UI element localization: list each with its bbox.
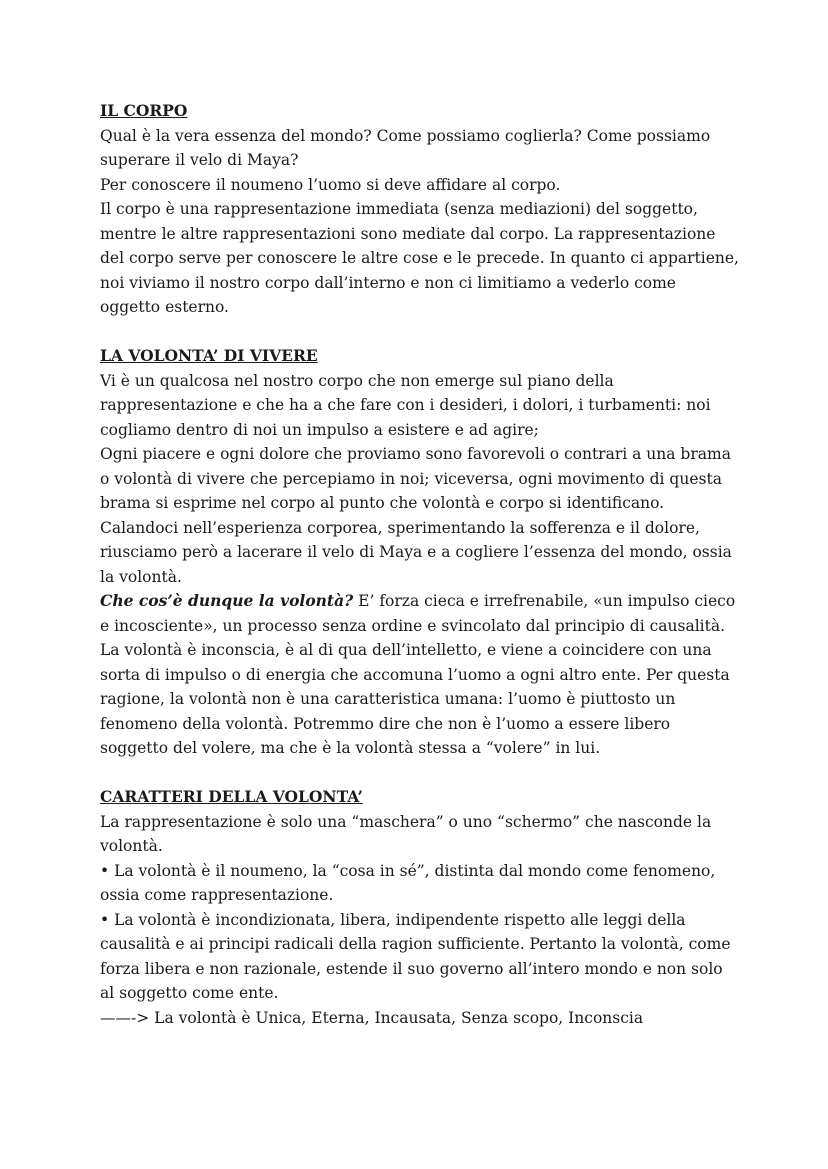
bullet-item: • La volontà è il noumeno, la “cosa in sé”, distinta dal mondo come fenomeno, ossia come rappresentazione.: [100, 861, 716, 904]
paragraph: Per conoscere il noumeno l’uomo si deve affidare al corpo.: [100, 175, 561, 194]
section-caratteri-volonta: [100, 785, 740, 1030]
paragraph: La rappresentazione è solo una “maschera” o uno “schermo” che nasconde la volontà.: [100, 812, 712, 855]
question-lead: Che cos’è dunque la volontà?: [100, 591, 354, 610]
bullet-item: • La volontà è incondizionata, libera, indipendente rispetto alle leggi della causalità e ai principi radicali della ragion sufficiente. Pertanto la volontà, come forza libera e non razionale, estende il suo governo all’intero mondo e non solo al soggetto come ente.: [100, 910, 731, 1002]
paragraph: Il corpo è una rappresentazione immediata (senza mediazioni) del soggetto, mentre le altre rappresentazioni sono mediate dal corpo. La rappresentazione del corpo serve per conoscere le altre cose e le precede. In quanto ci appartiene, noi viviamo il nostro corpo dall’interno e non ci limitiamo a vederlo come oggetto esterno.: [100, 200, 739, 316]
paragraph: Ogni piacere e ogni dolore che proviamo sono favorevoli o contrari a una brama o volontà di vivere che percepiamo in noi; viceversa, ogni movimento di questa brama si esprime nel corpo al punto che volontà e corpo si identificano. Calandoci nell’esperienza corporea, sperimentando la sofferenza e il dolore, riusciamo però a lacerare il velo di Maya e a cogliere l’essenza del mondo, ossia la volontà.: [100, 445, 732, 586]
paragraph: Qual è la vera essenza del mondo? Come possiamo coglierla? Come possiamo superare il velo di Maya?: [100, 126, 711, 169]
document-page: [100, 99, 740, 1055]
section-heading: CARATTERI DELLA VOLONTA’: [100, 787, 363, 806]
section-volonta-di-vivere: [100, 344, 740, 761]
question-paragraph: [100, 589, 740, 761]
section-heading: LA VOLONTA’ DI VIVERE: [100, 346, 318, 365]
paragraph: Vi è un qualcosa nel nostro corpo che non emerge sul piano della rappresentazione e che ha a che fare con i desideri, i dolori, i turbamenti: noi cogliamo dentro di noi un impulso a esistere e ad agire;: [100, 371, 711, 439]
section-heading: IL CORPO: [100, 101, 188, 120]
question-body: E’ forza cieca e irrefrenabile, «un impulso cieco e incosciente», un processo senza ordine e svincolato dal principio di causalità. La volontà è inconscia, è al di qua dell’intelletto, e viene a coincidere con una sorta di impulso o di energia che accomuna l’uomo a ogni altro ente. Per questa ragione, la volontà non è una caratteristica umana: l’uomo è piuttosto un fenomeno della volontà. Potremmo dire che non è l’uomo a essere libero soggetto del volere, ma che è la volontà stessa a “volere” in lui.: [100, 592, 736, 757]
section-il-corpo: [100, 99, 740, 320]
conclusion-line: ——-> La volontà è Unica, Eterna, Incausata, Senza scopo, Inconscia: [100, 1008, 644, 1027]
